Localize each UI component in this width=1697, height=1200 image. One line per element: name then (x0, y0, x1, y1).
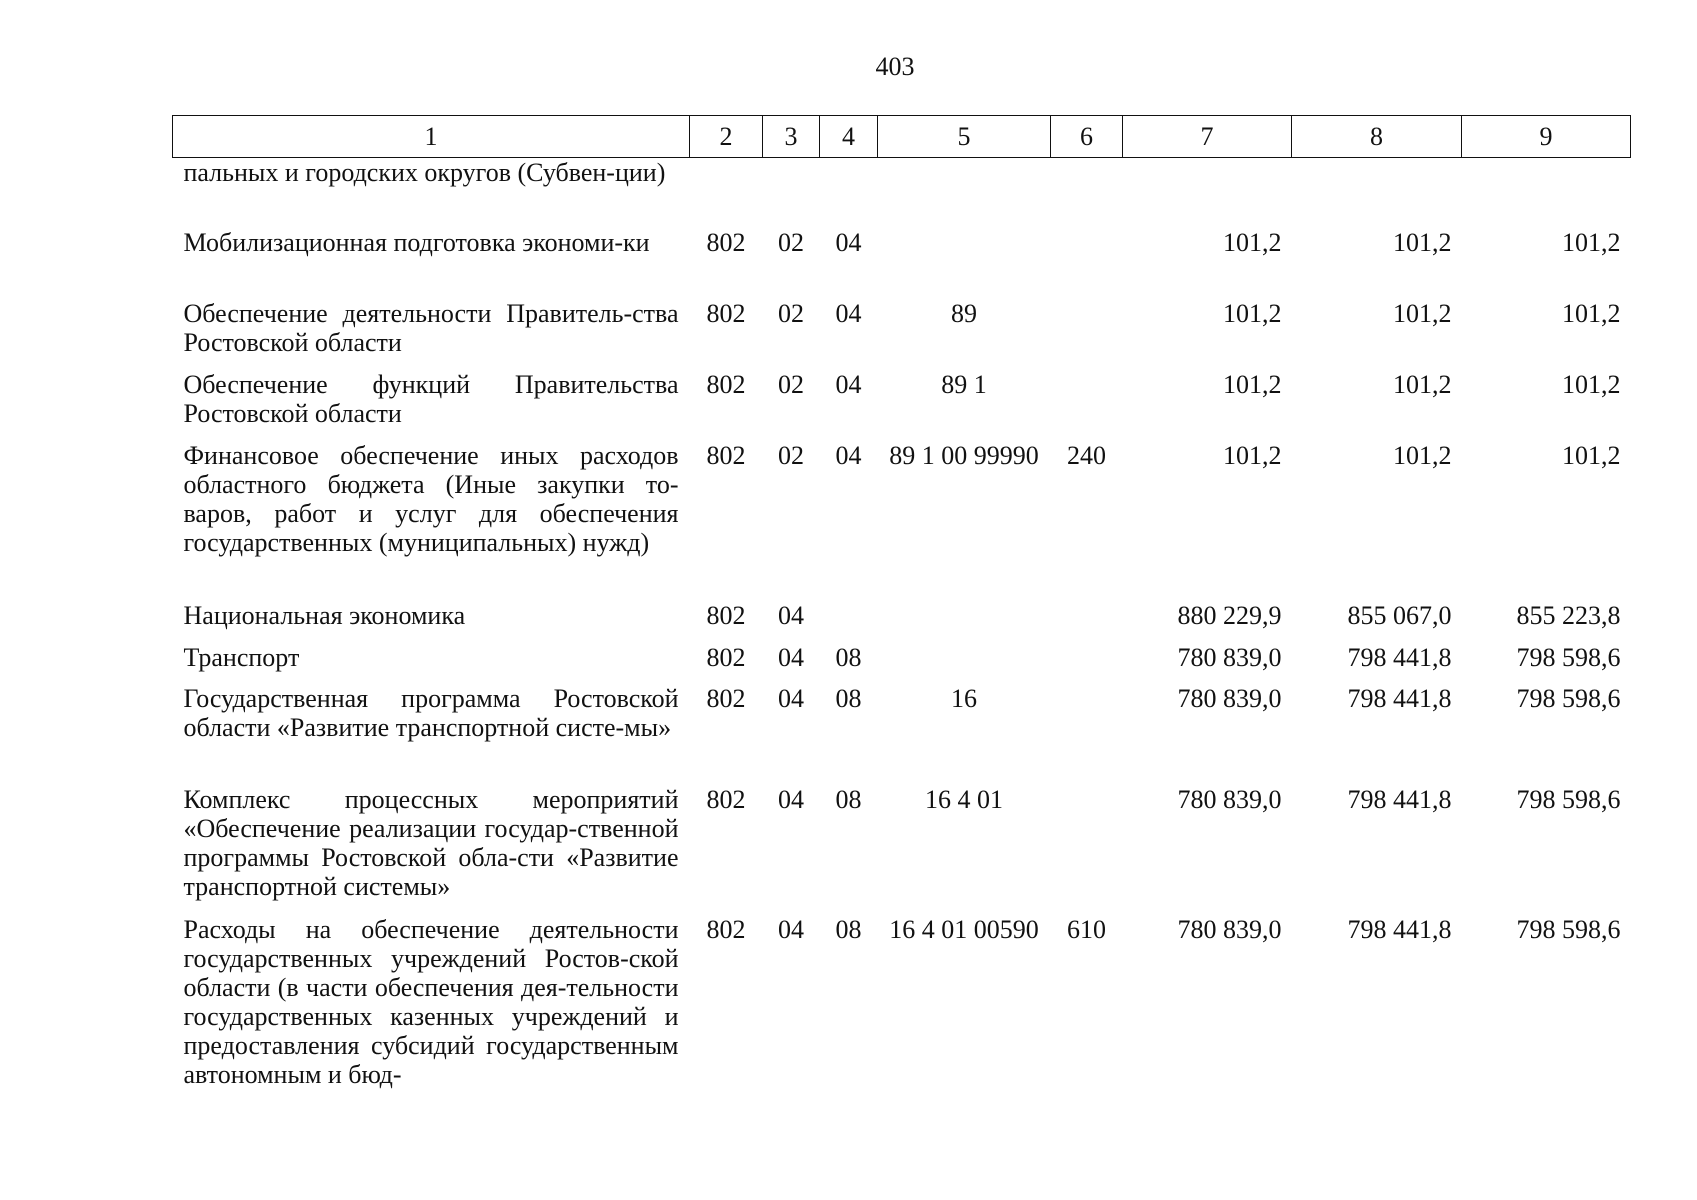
cell-subsection: 08 (835, 784, 862, 814)
cell-amount-9 (1462, 158, 1631, 228)
cell-subsection: 04 (835, 227, 862, 257)
cell-amount-9: 101,2 (1562, 298, 1621, 328)
cell-section (763, 158, 820, 228)
header-col-4: 4 (820, 116, 878, 158)
cell-ministry-code: 802 (706, 600, 746, 630)
cell-expense-type (1051, 785, 1123, 915)
cell-target-article (878, 158, 1051, 228)
cell-expense-type: 240 (1067, 440, 1106, 470)
cell-target-article: 89 1 (941, 369, 987, 399)
cell-target-article: 89 1 00 99990 (889, 440, 1039, 470)
table-row (173, 785, 1631, 915)
cell-amount-7: 780 839,0 (1177, 784, 1282, 814)
cell-amount-8: 855 067,0 (1347, 600, 1452, 630)
header-col-5: 5 (878, 116, 1051, 158)
cell-amount-7: 780 839,0 (1177, 914, 1282, 944)
budget-table (172, 115, 1631, 1093)
cell-subsection: 08 (835, 914, 862, 944)
cell-amount-8: 798 441,8 (1347, 642, 1452, 672)
header-col-7: 7 (1123, 116, 1292, 158)
cell-section: 04 (778, 683, 804, 713)
cell-amount-8: 798 441,8 (1347, 683, 1452, 713)
cell-section: 04 (778, 914, 804, 944)
cell-target-article (878, 643, 1051, 684)
cell-amount-7 (1123, 158, 1292, 228)
cell-section: 02 (778, 298, 804, 328)
cell-section: 04 (778, 784, 804, 814)
table-row (173, 158, 1631, 228)
row-name: Расходы на обеспечение деятельности государственных учреждений Ростов-ской области (в части обеспечения дея-тельности государственных казенных учреждений и предоставления субсидий государственным автономным и бюд- (183, 914, 679, 1089)
table-row (173, 915, 1631, 1093)
row-name: Комплекс процессных мероприятий «Обеспечение реализации государ-ственной программы Ростовской обла-сти «Развитие транспортной системы» (183, 784, 679, 901)
cell-amount-8: 101,2 (1393, 227, 1452, 257)
row-name: пальных и городских округов (Субвен-ции) (183, 158, 666, 187)
header-col-3: 3 (763, 116, 820, 158)
cell-amount-9: 798 598,6 (1516, 642, 1621, 672)
cell-amount-7: 780 839,0 (1177, 642, 1282, 672)
table-row (173, 601, 1631, 643)
cell-target-article (878, 601, 1051, 643)
cell-amount-9: 798 598,6 (1516, 784, 1621, 814)
cell-amount-8 (1292, 158, 1462, 228)
cell-amount-7: 101,2 (1223, 298, 1282, 328)
cell-expense-type (1051, 370, 1123, 441)
cell-section: 02 (778, 369, 804, 399)
cell-ministry-code: 802 (706, 914, 746, 944)
cell-expense-type (1051, 643, 1123, 684)
header-col-8: 8 (1292, 116, 1462, 158)
cell-expense-type (1051, 158, 1123, 228)
cell-target-article: 16 4 01 (925, 784, 1003, 814)
cell-section: 04 (778, 642, 804, 672)
header-col-2: 2 (690, 116, 763, 158)
cell-subsection: 04 (835, 369, 862, 399)
page-number: 403 (875, 52, 915, 81)
cell-expense-type (1051, 228, 1123, 299)
cell-expense-type: 610 (1067, 914, 1106, 944)
cell-ministry-code: 802 (706, 298, 746, 328)
table-row (173, 441, 1631, 601)
cell-target-article: 16 4 01 00590 (889, 914, 1039, 944)
cell-expense-type (1051, 684, 1123, 785)
table-row (173, 643, 1631, 684)
row-name: Транспорт (183, 642, 300, 672)
cell-expense-type (1051, 601, 1123, 643)
cell-amount-8: 101,2 (1393, 369, 1452, 399)
cell-ministry-code (690, 158, 763, 228)
cell-ministry-code: 802 (706, 369, 746, 399)
cell-subsection: 04 (835, 440, 862, 470)
cell-section: 02 (778, 440, 804, 470)
cell-subsection: 04 (835, 298, 862, 328)
cell-amount-8: 101,2 (1393, 298, 1452, 328)
cell-expense-type (1051, 299, 1123, 370)
cell-section: 02 (778, 227, 804, 257)
cell-ministry-code: 802 (706, 784, 746, 814)
header-row (173, 116, 1631, 158)
cell-ministry-code: 802 (706, 642, 746, 672)
row-name: Государственная программа Ростовской области «Развитие транспортной систе-мы» (183, 683, 679, 742)
cell-amount-7: 101,2 (1223, 440, 1282, 470)
cell-amount-8: 798 441,8 (1347, 914, 1452, 944)
table-row (173, 228, 1631, 299)
cell-amount-9: 855 223,8 (1516, 600, 1621, 630)
cell-amount-7: 101,2 (1223, 227, 1282, 257)
table-row (173, 370, 1631, 441)
cell-section: 04 (778, 600, 804, 630)
row-name: Национальная экономика (183, 600, 466, 630)
cell-subsection (820, 158, 878, 228)
header-col-1: 1 (173, 116, 690, 158)
cell-ministry-code: 802 (706, 440, 746, 470)
table-row (173, 299, 1631, 370)
cell-subsection (820, 601, 878, 643)
cell-amount-8: 798 441,8 (1347, 784, 1452, 814)
cell-amount-9: 798 598,6 (1516, 683, 1621, 713)
cell-amount-9: 101,2 (1562, 227, 1621, 257)
row-name: Финансовое обеспечение иных расходов областного бюджета (Иные закупки то-варов, работ и услуг для обеспечения государственных (муниципальных) нужд) (183, 440, 679, 557)
cell-amount-7: 101,2 (1223, 369, 1282, 399)
row-name: Обеспечение функций Правительства Ростовской области (183, 369, 679, 428)
cell-target-article: 89 (951, 298, 977, 328)
table-row (173, 684, 1631, 785)
cell-amount-7: 880 229,9 (1177, 600, 1282, 630)
cell-amount-8: 101,2 (1393, 440, 1452, 470)
cell-target-article (878, 228, 1051, 299)
header-col-9: 9 (1462, 116, 1631, 158)
cell-amount-9: 101,2 (1562, 440, 1621, 470)
cell-amount-9: 798 598,6 (1516, 914, 1621, 944)
cell-ministry-code: 802 (706, 227, 746, 257)
cell-amount-9: 101,2 (1562, 369, 1621, 399)
cell-target-article: 16 (951, 683, 977, 713)
cell-ministry-code: 802 (706, 683, 746, 713)
row-name: Обеспечение деятельности Правитель-ства Ростовской области (183, 298, 679, 357)
header-col-6: 6 (1051, 116, 1123, 158)
row-name: Мобилизационная подготовка экономи-ки (183, 227, 650, 257)
cell-subsection: 08 (835, 683, 862, 713)
cell-subsection: 08 (835, 642, 862, 672)
cell-amount-7: 780 839,0 (1177, 683, 1282, 713)
